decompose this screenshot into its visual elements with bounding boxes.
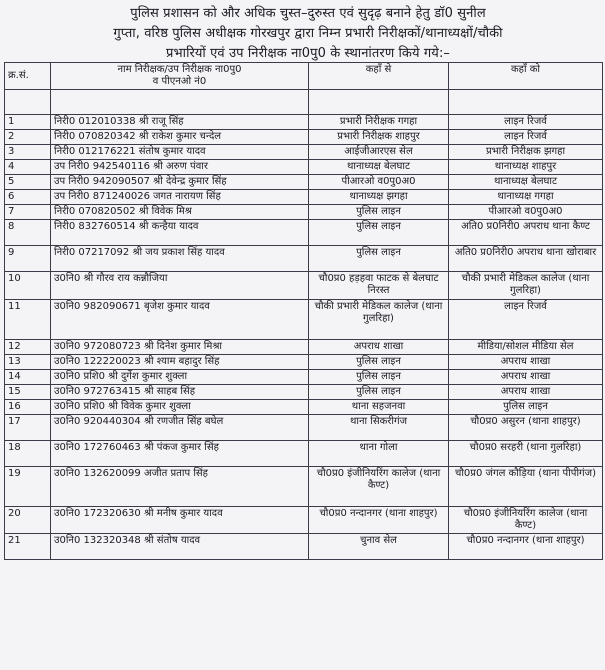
officer-name-cell: उ0नि0 982090671 बृजेश कुमार यादव xyxy=(51,300,309,340)
serial-number-cell: 7 xyxy=(5,205,51,220)
from-posting-cell: अपराध शाखा xyxy=(309,340,449,355)
table-row xyxy=(5,115,603,130)
serial-number-cell: 8 xyxy=(5,220,51,246)
serial-number-cell: 16 xyxy=(5,400,51,415)
serial-number-cell: 17 xyxy=(5,415,51,441)
officer-name-cell: उ0नि0 172320630 श्री मनीष कुमार यादव xyxy=(51,507,309,534)
serial-number-cell: 6 xyxy=(5,190,51,205)
from-posting-cell: पुलिस लाइन xyxy=(309,370,449,385)
from-posting-cell: थानाध्यक्ष झगहा xyxy=(309,190,449,205)
transfer-table xyxy=(4,62,603,560)
from-posting-cell: थाना सहजनवा xyxy=(309,400,449,415)
officer-name-cell: उ0नि0 132620099 अजीत प्रताप सिंह xyxy=(51,467,309,507)
heading-line-2: गुप्ता, वरिष्ठ पुलिस अधीक्षक गोरखपुर द्वारा निम्न प्रभारी निरीक्षकों/थानाध्यक्षों/चौकी xyxy=(113,26,503,41)
from-posting-cell: प्रभारी निरीक्षक गगहा xyxy=(309,115,449,130)
officer-name-cell: उ0नि0 920440304 श्री रणजीत सिंह बघेल xyxy=(51,415,309,441)
name-header-line-1: नाम निरीक्षक/उप निरीक्षक ना0पु0 xyxy=(117,64,242,75)
table-row xyxy=(5,385,603,400)
name-header xyxy=(51,63,309,90)
order-heading xyxy=(18,4,598,64)
officer-name-cell: उ0नि0 972080723 श्री दिनेश कुमार मिश्रा xyxy=(51,340,309,355)
table-row xyxy=(5,441,603,467)
to-posting-cell: लाइन रिजर्व xyxy=(449,130,603,145)
officer-name-cell: निरी0 070820342 श्री राकेश कुमार चन्देल xyxy=(51,130,309,145)
table-row xyxy=(5,220,603,246)
to-posting-cell: पुलिस लाइन xyxy=(449,400,603,415)
serial-number-cell: 2 xyxy=(5,130,51,145)
from-posting-cell: चौ0प्र0 नन्दानगर (थाना शाहपुर) xyxy=(309,507,449,534)
table-row xyxy=(5,400,603,415)
to-posting-cell: अति0 प्र0निरी0 अपराध थाना कैण्ट xyxy=(449,220,603,246)
officer-name-cell: निरी0 07217092 श्री जय प्रकाश सिंह यादव xyxy=(51,246,309,272)
from-posting-cell: थानाध्यक्ष बेलघाट xyxy=(309,160,449,175)
table-row xyxy=(5,145,603,160)
officer-name-cell: उ0नि0 172760463 श्री पंकज कुमार सिंह xyxy=(51,441,309,467)
serial-number-cell: 9 xyxy=(5,246,51,272)
table-row xyxy=(5,415,603,441)
from-posting-cell: चौकी प्रभारी मेडिकल कालेज (थाना गुलरिहा) xyxy=(309,300,449,340)
officer-name-cell: उप निरी0 871240026 जगत नारायण सिंह xyxy=(51,190,309,205)
officer-name-cell: निरी0 012176221 संतोष कुमार यादव xyxy=(51,145,309,160)
serial-number-cell: 14 xyxy=(5,370,51,385)
from-posting-cell: पीआरओ व0पु0अ0 xyxy=(309,175,449,190)
spacer-cell xyxy=(449,90,603,115)
officer-name-cell: उ0नि0 132320348 श्री संतोष यादव xyxy=(51,534,309,560)
officer-name-cell: निरी0 832760514 श्री कन्हैया यादव xyxy=(51,220,309,246)
to-posting-cell: चौ0प्र0 जंगल कौड़िया (थाना पीपीगंज) xyxy=(449,467,603,507)
serial-number-cell: 18 xyxy=(5,441,51,467)
from-posting-cell: पुलिस लाइन xyxy=(309,205,449,220)
to-posting-cell: अपराध शाखा xyxy=(449,370,603,385)
serial-number-cell: 20 xyxy=(5,507,51,534)
table-row xyxy=(5,246,603,272)
officer-name-cell: उ0नि0 प्रशि0 श्री विवेक कुमार शुक्ला xyxy=(51,400,309,415)
spacer-cell xyxy=(51,90,309,115)
transfer-table-body xyxy=(5,115,603,560)
to-posting-cell: लाइन रिजर्व xyxy=(449,115,603,130)
table-row xyxy=(5,130,603,145)
serial-number-cell: 21 xyxy=(5,534,51,560)
to-posting-cell: चौ0प्र0 असुरन (थाना शाहपुर) xyxy=(449,415,603,441)
table-row xyxy=(5,467,603,507)
officer-name-cell: उ0नि0 122220023 श्री श्याम बहादुर सिंह xyxy=(51,355,309,370)
table-row xyxy=(5,340,603,355)
to-posting-cell: चौ0प्र0 इंजीनियरिंग कालेज (थाना कैण्ट) xyxy=(449,507,603,534)
from-posting-cell: चौ0प्र0 हड़हवा फाटक से बेलघाट निरस्त xyxy=(309,272,449,300)
serial-number-cell: 4 xyxy=(5,160,51,175)
officer-name-cell: उप निरी0 942540116 श्री अरुण पंवार xyxy=(51,160,309,175)
officer-name-cell: निरी0 070820502 श्री विवेक मिश्र xyxy=(51,205,309,220)
from-posting-cell: पुलिस लाइन xyxy=(309,220,449,246)
to-posting-cell: थानाध्यक्ष बेलघाट xyxy=(449,175,603,190)
serial-number-cell: 10 xyxy=(5,272,51,300)
officer-name-cell: उ0नि0 972763415 श्री साहब सिंह xyxy=(51,385,309,400)
to-posting-cell: थानाध्यक्ष शाहपुर xyxy=(449,160,603,175)
header-spacer-row xyxy=(5,90,603,115)
serial-number-cell: 1 xyxy=(5,115,51,130)
table-row xyxy=(5,190,603,205)
from-header: कहाँ से xyxy=(309,63,449,90)
to-posting-cell: अपराध शाखा xyxy=(449,355,603,370)
serial-number-cell: 13 xyxy=(5,355,51,370)
from-posting-cell: थाना सिकरीगंज xyxy=(309,415,449,441)
table-row xyxy=(5,205,603,220)
table-row xyxy=(5,370,603,385)
from-posting-cell: आईजीआरएस सेल xyxy=(309,145,449,160)
officer-name-cell: उ0नि0 श्री गौरव राय कन्नौजिया xyxy=(51,272,309,300)
from-posting-cell: चुनाव सेल xyxy=(309,534,449,560)
table-row xyxy=(5,300,603,340)
to-posting-cell: अति0 प्र0निरी0 अपराध थाना खोराबार xyxy=(449,246,603,272)
table-row xyxy=(5,355,603,370)
serial-number-cell: 11 xyxy=(5,300,51,340)
officer-name-cell: उप निरी0 942090507 श्री देवेन्द्र कुमार सिंह xyxy=(51,175,309,190)
table-row xyxy=(5,175,603,190)
officer-name-cell: उ0नि0 प्रशि0 श्री दुर्गेश कुमार शुक्ला xyxy=(51,370,309,385)
heading-line-1: पुलिस प्रशासन को और अधिक चुस्त–दुरुस्त एवं सुदृढ़ बनाने हेतु डॉ0 सुनील xyxy=(130,6,486,21)
to-posting-cell: लाइन रिजर्व xyxy=(449,300,603,340)
from-posting-cell: पुलिस लाइन xyxy=(309,355,449,370)
heading-line-3: प्रभारियों एवं उप निरीक्षक ना0पु0 के स्थानांतरण किये गये:– xyxy=(165,46,451,61)
from-posting-cell: चौ0प्र0 इंजीनियरिंग कालेज (थाना कैण्ट) xyxy=(309,467,449,507)
serial-number-cell: 5 xyxy=(5,175,51,190)
to-header: कहाँ को xyxy=(449,63,603,90)
to-posting-cell: थानाध्यक्ष गगहा xyxy=(449,190,603,205)
from-posting-cell: थाना गोला xyxy=(309,441,449,467)
table-header-row xyxy=(5,63,603,90)
to-posting-cell: प्रभारी निरीक्षक झगहा xyxy=(449,145,603,160)
name-header-line-2: व पीएनओ नं0 xyxy=(152,76,207,87)
to-posting-cell: पीआरओ व0पु0अ0 xyxy=(449,205,603,220)
serial-number-header: क्र.सं. xyxy=(5,63,51,90)
table-row xyxy=(5,507,603,534)
to-posting-cell: चौ0प्र0 नन्दानगर (थाना शाहपुर) xyxy=(449,534,603,560)
from-posting-cell: प्रभारी निरीक्षक शाहपुर xyxy=(309,130,449,145)
serial-number-cell: 15 xyxy=(5,385,51,400)
spacer-cell xyxy=(5,90,51,115)
serial-number-cell: 3 xyxy=(5,145,51,160)
serial-number-cell: 12 xyxy=(5,340,51,355)
serial-number-cell: 19 xyxy=(5,467,51,507)
table-row xyxy=(5,272,603,300)
to-posting-cell: चौ0प्र0 सरहरी (थाना गुलरिहा) xyxy=(449,441,603,467)
spacer-cell xyxy=(309,90,449,115)
from-posting-cell: पुलिस लाइन xyxy=(309,385,449,400)
table-row xyxy=(5,160,603,175)
officer-name-cell: निरी0 012010338 श्री राजू सिंह xyxy=(51,115,309,130)
to-posting-cell: अपराध शाखा xyxy=(449,385,603,400)
table-row xyxy=(5,534,603,560)
from-posting-cell: पुलिस लाइन xyxy=(309,246,449,272)
to-posting-cell: चौकी प्रभारी मेडिकल कालेज (थाना गुलरिहा) xyxy=(449,272,603,300)
to-posting-cell: मीडिया/सोशल मीडिया सेल xyxy=(449,340,603,355)
